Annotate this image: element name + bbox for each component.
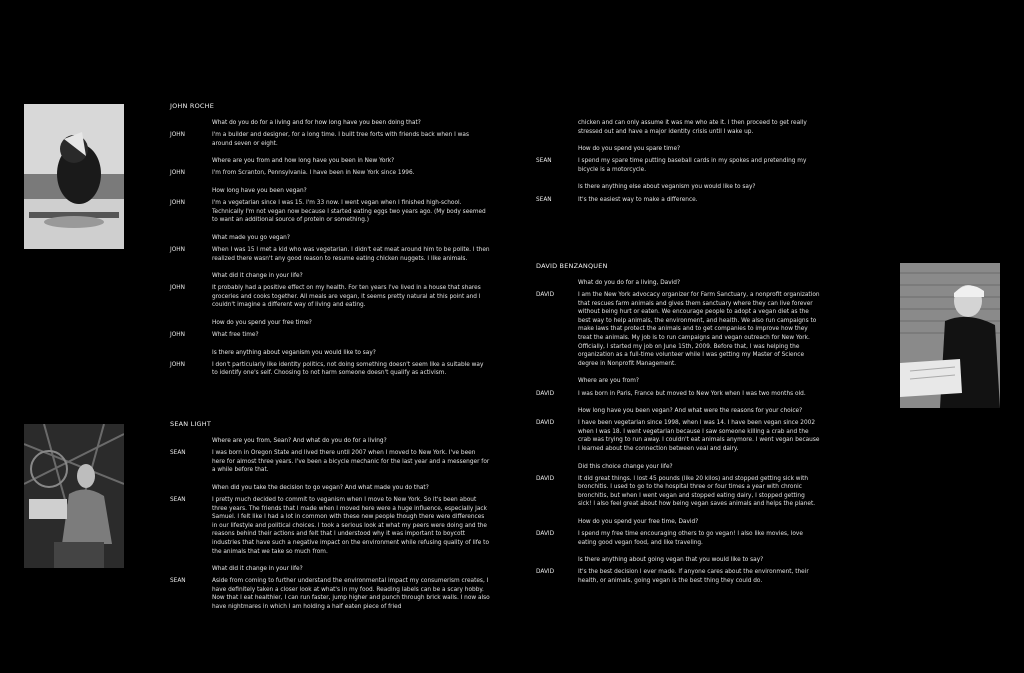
interview-david-benzanquen: [536, 262, 820, 595]
question: What did it change in your life?: [212, 566, 303, 573]
question: What did it change in your life?: [212, 273, 303, 280]
speaker-label: DAVID: [536, 475, 555, 482]
question: Is there anything else about veganism you would like to say?: [578, 184, 756, 191]
interview-sean-light: [170, 420, 490, 612]
speaker-label: DAVID: [536, 390, 555, 397]
question: How do you spend your free time, David?: [578, 519, 699, 526]
question: What made you go vegan?: [212, 234, 290, 241]
answer-text: Aside from coming to further understand the environmental impact my consumerism creates, I have definitely taken a closer look at what's in my food. Reading labels can be a scary hobby. Now that I eat healthier, I can run faster, jump higher and punch through brick walls. I now also have nightmares in which I am holding a half eaten piece of fried: [212, 578, 490, 610]
answer-row: [170, 496, 490, 556]
answer-row: [536, 196, 820, 205]
answer-text: I'm from Scranton, Pennsylvania. I have been in New York since 1996.: [212, 170, 415, 177]
speaker-label: DAVID: [536, 569, 555, 576]
interviewee-name: SEAN LIGHT: [170, 420, 212, 428]
question: How do you spend your free time?: [212, 320, 312, 326]
speaker-label: JOHN: [170, 170, 185, 177]
answer-text: It's the easiest way to make a difference.: [578, 196, 698, 203]
answer-text: I was born in Paris, France but moved to New York when I was two months old.: [578, 390, 806, 397]
answer-text: What free time?: [212, 332, 259, 339]
question: What do you do for a living and for how long have you been doing that?: [212, 120, 421, 126]
answer-row: [536, 291, 820, 368]
answer-text: I don't particularly like identity politics, not doing something doesn't seem like a suitable way to identify one's self. Choosing to not harm someone doesn't qualify as activism.: [212, 361, 484, 377]
answer-row: [170, 284, 490, 310]
question: Did this choice change your life?: [578, 463, 673, 470]
speaker-label: DAVID: [536, 531, 555, 538]
answer-text: I have been vegetarian since 1998, when I was 14. I have been vegan since 2002 when I was 18. I went vegetarian because I saw someone killing a crab and the crab was trying to run away. I couldn't eat animals anymore. I went vegan because I learned about the connection between veal and dairy.: [578, 420, 820, 452]
interviewee-name: DAVID BENZANQUEN: [536, 262, 608, 270]
speaker-label: DAVID: [536, 292, 555, 299]
answer-row: [170, 169, 490, 178]
speaker-label: SEAN: [170, 496, 186, 503]
answer-text: I pretty much decided to commit to veganism when I move to New York. So it's been about three years. The friends that I made when I moved here were a huge influence, especially Jack Samuel. I felt like I had a lot in common with these new people though there were differences in our lifestyle and political choices. I took a serious look at what my peers were doing and the reasons behind their actions and felt that I understood why it was important to boycott industries that have such a negative impact on the environment while refusing quality of life to the animals that we take so much from.: [212, 496, 489, 555]
speaker-label: JOHN: [170, 132, 185, 139]
answer-text: It did great things. I lost 45 pounds (like 20 kilos) and stopped getting sick with bronchitis. I used to go to the hospital three or four times a year with chronic bronchitis, but when I went vegan and stopped eating dairy, I stopped getting sick! I also feel great about how being vegan saves animals and helps the planet.: [578, 475, 816, 508]
speaker-label: JOHN: [170, 285, 185, 292]
answer-text: When I was 15 I met a kid who was vegetarian. I didn't eat meat around him to be polite. I then realized there wasn't any good reason to resume eating chicken nuggets. I like animals.: [212, 246, 490, 262]
answer-row: [170, 577, 490, 611]
answer-row: [170, 361, 490, 378]
answer-row: [536, 390, 820, 399]
answer-row: [170, 246, 490, 263]
question: Where are you from and how long have you been in New York?: [212, 158, 395, 165]
photo-david-benzanquen: [900, 263, 1000, 408]
question: When did you take the decision to go vegan? And what made you do that?: [212, 484, 429, 491]
question: How do you spend you spare time?: [578, 146, 681, 153]
interviewee-name: JOHN ROCHE: [170, 102, 215, 110]
speaker-label: JOHN: [170, 332, 185, 339]
answer-text: I spend my spare time putting baseball cards in my spokes and pretending my bicycle is a motorcycle.: [578, 158, 807, 173]
speaker-label: SEAN: [170, 450, 186, 457]
answer-text: I am the New York advocacy organizer for Farm Sanctuary, a nonprofit organization that rescues farm animals and gives them sanctuary where they can live forever without being hurt or eaten. We encourage people to adopt a vegan diet as the best way to help animals, the environment, and health. We also run campaigns to make laws that protect the animals and to get companies to improve how they treat the animals. My job is to run campaigns and vegan outreach for New York. Officially, I started my job on June 15th, 2009. Before that, I was helping the organization as a full-time volunteer while I was getting my Master of Science degree in Nonprofit Management.: [578, 292, 820, 367]
answer-row: [170, 331, 490, 340]
photo-john-roche: [24, 104, 124, 249]
photo-sean-light: [24, 424, 124, 568]
answer-row: [536, 419, 820, 453]
speaker-label: JOHN: [170, 361, 185, 368]
speaker-label: SEAN: [536, 196, 552, 203]
answer-text: I was born in Oregon State and lived there until 2007 when I moved to New York. I've been here for almost three years. I've been a bicycle mechanic for the last year and a messenger for a while before that.: [212, 450, 490, 474]
answer-continuation-row: [536, 119, 820, 136]
answer-text: I'm a builder and designer, for a long time. I built tree forts with friends back when I was around seven or eight.: [212, 132, 469, 147]
question: Is there anything about going vegan that you would like to say?: [578, 557, 764, 564]
speaker-label: JOHN: [170, 246, 185, 253]
answer-continuation: chicken and can only assume it was me who ate it. I then proceed to get really stressed out and have a major identity crisis until I wake up.: [578, 120, 807, 135]
speaker-label: DAVID: [536, 420, 555, 427]
answer-text: It probably had a positive effect on my health. For ten years I've lived in a house that shares groceries and cooks together. All meals are vegan, it seems pretty natural at this point and I couldn't imagine a different way of living and eating.: [212, 285, 481, 309]
question: What do you do for a living, David?: [578, 280, 681, 286]
answer-row: [536, 475, 820, 509]
question: Where are you from, Sean? And what do you do for a living?: [212, 438, 387, 444]
speaker-label: SEAN: [170, 578, 186, 585]
interview-sean-continued: [536, 119, 820, 213]
answer-text: It's the best decision I ever made. If anyone cares about the environment, their health, or animals, going vegan is the best thing they could do.: [578, 569, 809, 585]
answer-row: [536, 157, 820, 174]
speaker-label: SEAN: [536, 158, 552, 165]
question: How long have you been vegan?: [212, 187, 307, 194]
speaker-label: JOHN: [170, 200, 185, 207]
question: Where are you from?: [578, 378, 639, 385]
interview-john-roche: [170, 102, 490, 387]
answer-text: I spend my free time encouraging others to go vegan! I also like movies, love eating good vegan food, and like traveling.: [578, 531, 803, 546]
answer-row: [536, 568, 820, 585]
answer-text: I'm a vegetarian since I was 15. I'm 33 now. I went vegan when I finished high-school. Technically I'm not vegan now because I started eating eggs two years ago. (My body seemed to want an additional source of protein or something.): [212, 200, 486, 224]
answer-row: [170, 449, 490, 475]
speaker-spacer: [536, 119, 578, 136]
answer-row: [170, 199, 490, 225]
question: Is there anything about veganism you would like to say?: [212, 349, 376, 356]
question: How long have you been vegan? And what were the reasons for your choice?: [578, 408, 803, 415]
answer-row: [170, 131, 490, 148]
answer-row: [536, 530, 820, 547]
